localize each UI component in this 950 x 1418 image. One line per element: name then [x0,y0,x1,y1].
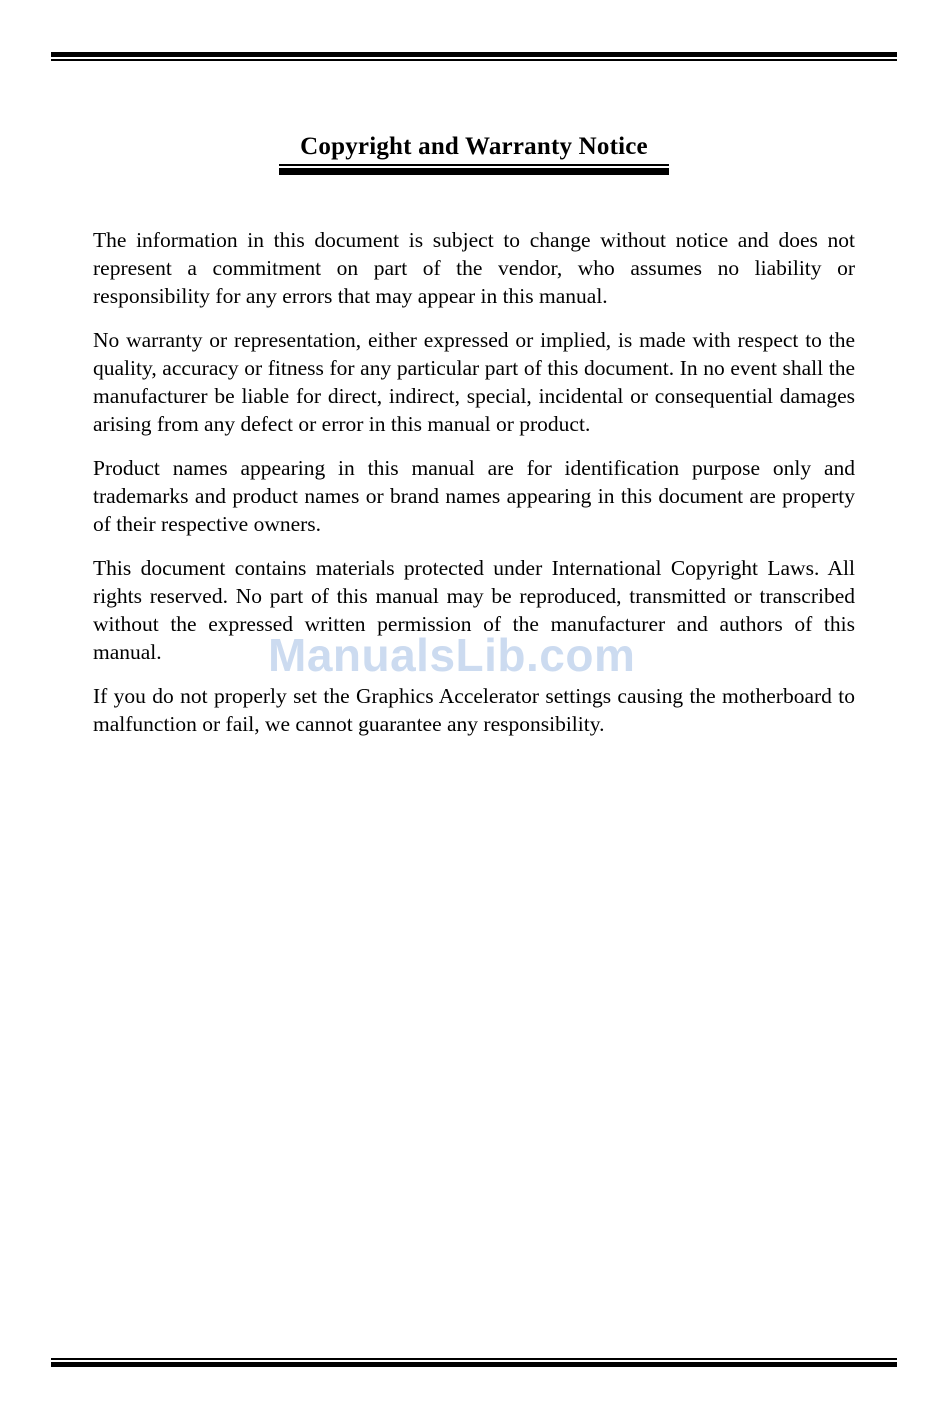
top-divider [51,52,897,61]
page-title: Copyright and Warranty Notice [300,133,648,160]
paragraph-trademarks: Product names appearing in this manual are for identification purpose only and trademarks and product names or brand names appearing in this document are property of their respective owners. [93,456,855,536]
paragraph-copyright: This document contains materials protected under International Copyright Laws. All rights reserved. No part of this manual may be reproduced, transmitted or transcribed without the expressed written permission of the manufacturer and authors of this manual. [93,556,855,664]
bottom-divider [51,1358,897,1367]
title-underline [279,164,669,166]
paragraph-no-warranty: No warranty or representation, either expressed or implied, is made with respect to the quality, accuracy or fitness for any particular part of this document. In no event shall the manufacturer be liable for direct, indirect, special, incidental or consequential damages arising from any defect or error in this manual or product. [93,328,855,436]
paragraph-graphics-settings: If you do not properly set the Graphics Accelerator settings causing the motherboard to malfunction or fail, we cannot guarantee any responsibility. [93,684,855,736]
paragraph-change-notice: The information in this document is subject to change without notice and does not represent a commitment on part of the vendor, who assumes no liability or responsibility for any errors that may appear in this manual. [93,228,855,308]
watermark: ManualsLib.com [268,629,636,681]
title-underline-bar [279,168,669,175]
notice-body [93,226,855,754]
notice-heading [279,131,669,175]
